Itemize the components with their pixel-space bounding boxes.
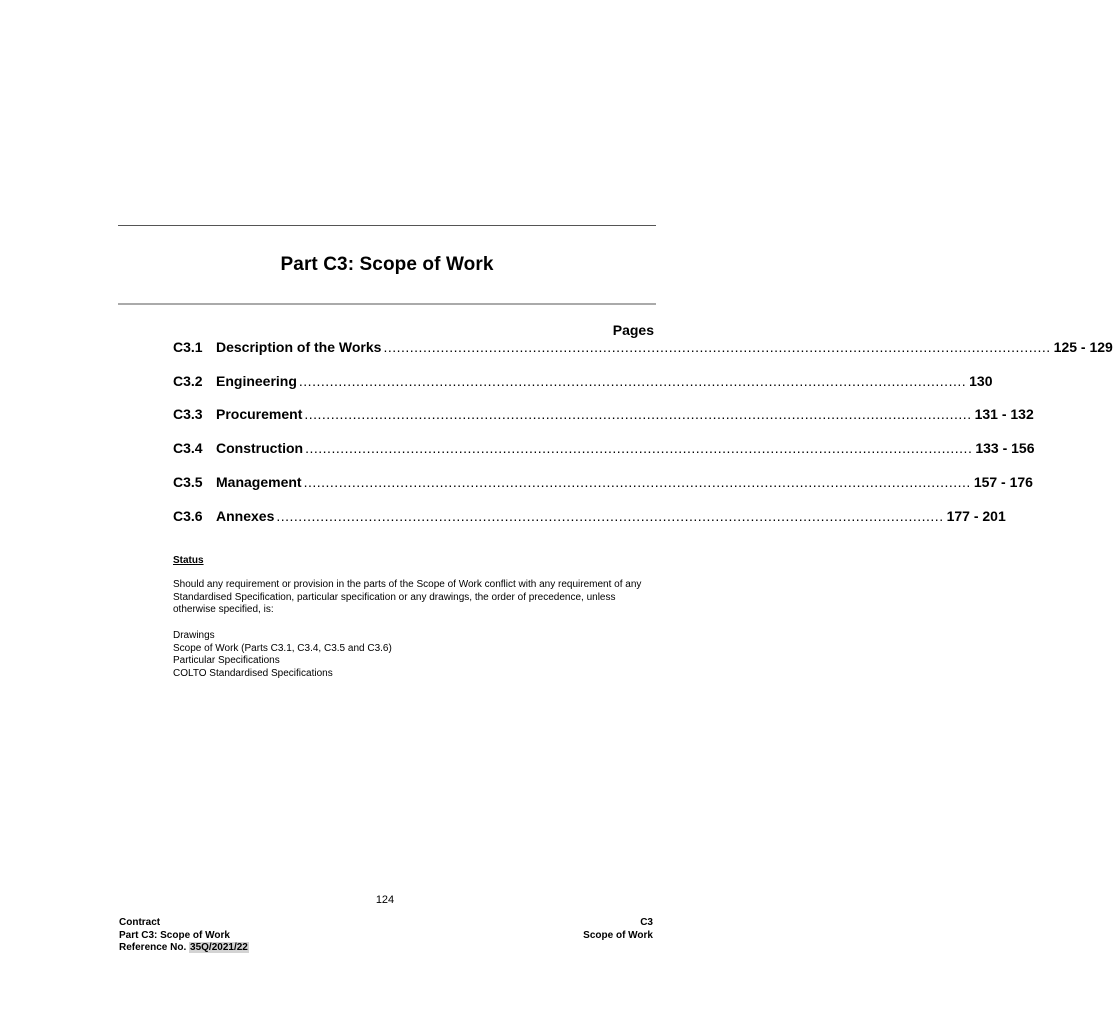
footer-part-label: Part C3: Scope of Work [119, 929, 230, 941]
header-rule-bottom [118, 303, 656, 305]
list-item: Particular Specifications [173, 655, 280, 666]
page-title: Part C3: Scope of Work [280, 254, 494, 275]
footer-section-code: C3 [640, 917, 653, 928]
toc-number: C3.4 [173, 440, 203, 456]
toc-title: Engineering [216, 373, 297, 389]
footer-reference-label: Reference No. [119, 942, 187, 953]
toc-title: Annexes [216, 508, 275, 524]
toc-title: Procurement [216, 406, 303, 422]
toc-pages: 177 - 201 [946, 508, 1006, 524]
toc-number: C3.6 [173, 508, 203, 524]
footer-reference-value: 35Q/2021/22 [190, 942, 248, 953]
footer-left [119, 917, 249, 955]
page-number: 124 [375, 894, 395, 906]
footer-reference [119, 942, 249, 955]
toc-title: Management [216, 474, 302, 490]
toc-pages: 130 [969, 373, 993, 389]
footer-contract-label: Contract [119, 917, 161, 928]
header-rule-top [118, 225, 656, 226]
toc-pages: 157 - 176 [973, 474, 1033, 490]
toc-entry [173, 373, 993, 391]
toc-pages: 125 - 129 [1053, 339, 1113, 355]
footer-right [583, 917, 653, 942]
toc-title: Description of the Works [216, 339, 382, 355]
status-heading: Status [173, 555, 204, 566]
toc-leader-dots: ........................................................................................................................................................ [305, 440, 973, 456]
toc-number: C3.2 [173, 373, 203, 389]
toc-pages: 131 - 132 [974, 406, 1034, 422]
status-paragraph: Should any requirement or provision in the parts of the Scope of Work conflict with any requirement of any Standardised Specification, particular specification or any drawings, the order of precedence, unless otherwise specified, is: [173, 579, 642, 615]
toc-leader-dots: ........................................................................................................................................................ [276, 508, 944, 524]
precedence-list [173, 630, 392, 680]
footer-section-title: Scope of Work [583, 929, 653, 941]
toc-entry [173, 406, 1034, 424]
toc-entry [173, 440, 1035, 458]
toc-number: C3.3 [173, 406, 203, 422]
toc-entry [173, 339, 1113, 357]
toc-leader-dots: ........................................................................................................................................................ [298, 373, 967, 389]
toc-title: Construction [216, 440, 304, 456]
toc-number: C3.5 [173, 474, 203, 490]
toc-leader-dots: ........................................................................................................................................................ [383, 339, 1051, 355]
pages-column-heading: Pages [612, 322, 654, 338]
list-item: COLTO Standardised Specifications [173, 667, 333, 679]
toc-leader-dots: ........................................................................................................................................................ [303, 474, 971, 490]
toc-pages: 133 - 156 [975, 440, 1035, 456]
toc-leader-dots: ........................................................................................................................................................ [304, 406, 972, 422]
list-item: Scope of Work (Parts C3.1, C3.4, C3.5 and C3.6) [173, 642, 392, 654]
toc-entry [173, 508, 1006, 526]
toc-number: C3.1 [173, 339, 203, 355]
list-item: Drawings [173, 630, 215, 641]
toc-entry [173, 474, 1033, 492]
